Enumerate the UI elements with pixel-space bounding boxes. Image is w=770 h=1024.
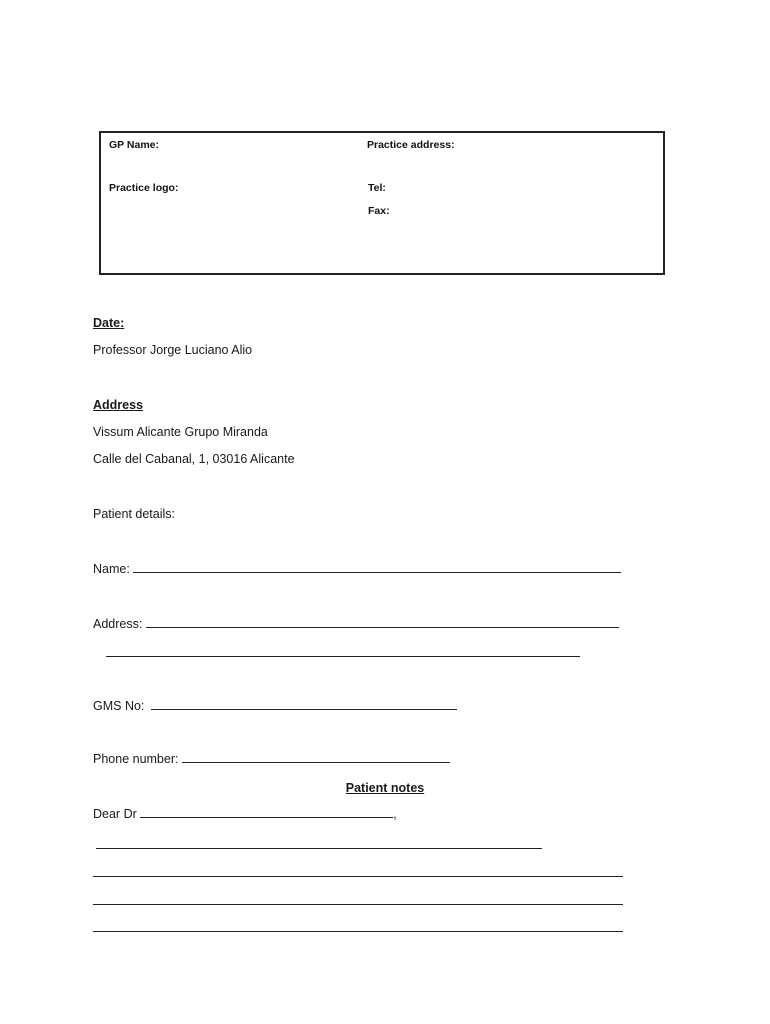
address-heading: Address (93, 398, 144, 412)
phone-field[interactable] (182, 752, 450, 763)
gms-label: GMS No: (93, 699, 145, 713)
notes-line-1[interactable] (96, 848, 542, 849)
address-row (93, 617, 619, 631)
salutation-label: Dear Dr (93, 807, 137, 821)
gp-name-label: GP Name: (109, 139, 159, 151)
fax-label: Fax: (368, 205, 390, 217)
patient-notes-heading: Patient notes (345, 781, 425, 795)
address-line-1: Vissum Alicante Grupo Miranda (93, 425, 268, 439)
patient-details-label: Patient details: (93, 507, 175, 521)
doctor-name-field[interactable] (140, 807, 393, 818)
patient-address-field-2[interactable] (106, 656, 580, 657)
salutation-row (93, 807, 397, 821)
practice-header-box (99, 131, 665, 275)
notes-line-3[interactable] (93, 904, 623, 905)
name-label: Name: (93, 562, 130, 576)
gms-field[interactable] (151, 699, 457, 710)
name-row (93, 562, 621, 576)
gms-row (93, 699, 457, 713)
salutation-comma: , (393, 807, 397, 821)
notes-line-2[interactable] (93, 876, 623, 877)
practice-logo-label: Practice logo: (109, 182, 179, 194)
practice-address-label: Practice address: (367, 139, 455, 151)
phone-row (93, 752, 450, 766)
notes-line-4[interactable] (93, 931, 623, 932)
address-line-2: Calle del Cabanal, 1, 03016 Alicante (93, 452, 295, 466)
tel-label: Tel: (368, 182, 386, 194)
patient-address-field-1[interactable] (146, 617, 619, 628)
patient-address-label: Address: (93, 617, 143, 631)
name-field[interactable] (133, 562, 621, 573)
phone-label: Phone number: (93, 752, 179, 766)
recipient-name: Professor Jorge Luciano Alio (93, 343, 253, 357)
date-label: Date: (93, 316, 125, 330)
